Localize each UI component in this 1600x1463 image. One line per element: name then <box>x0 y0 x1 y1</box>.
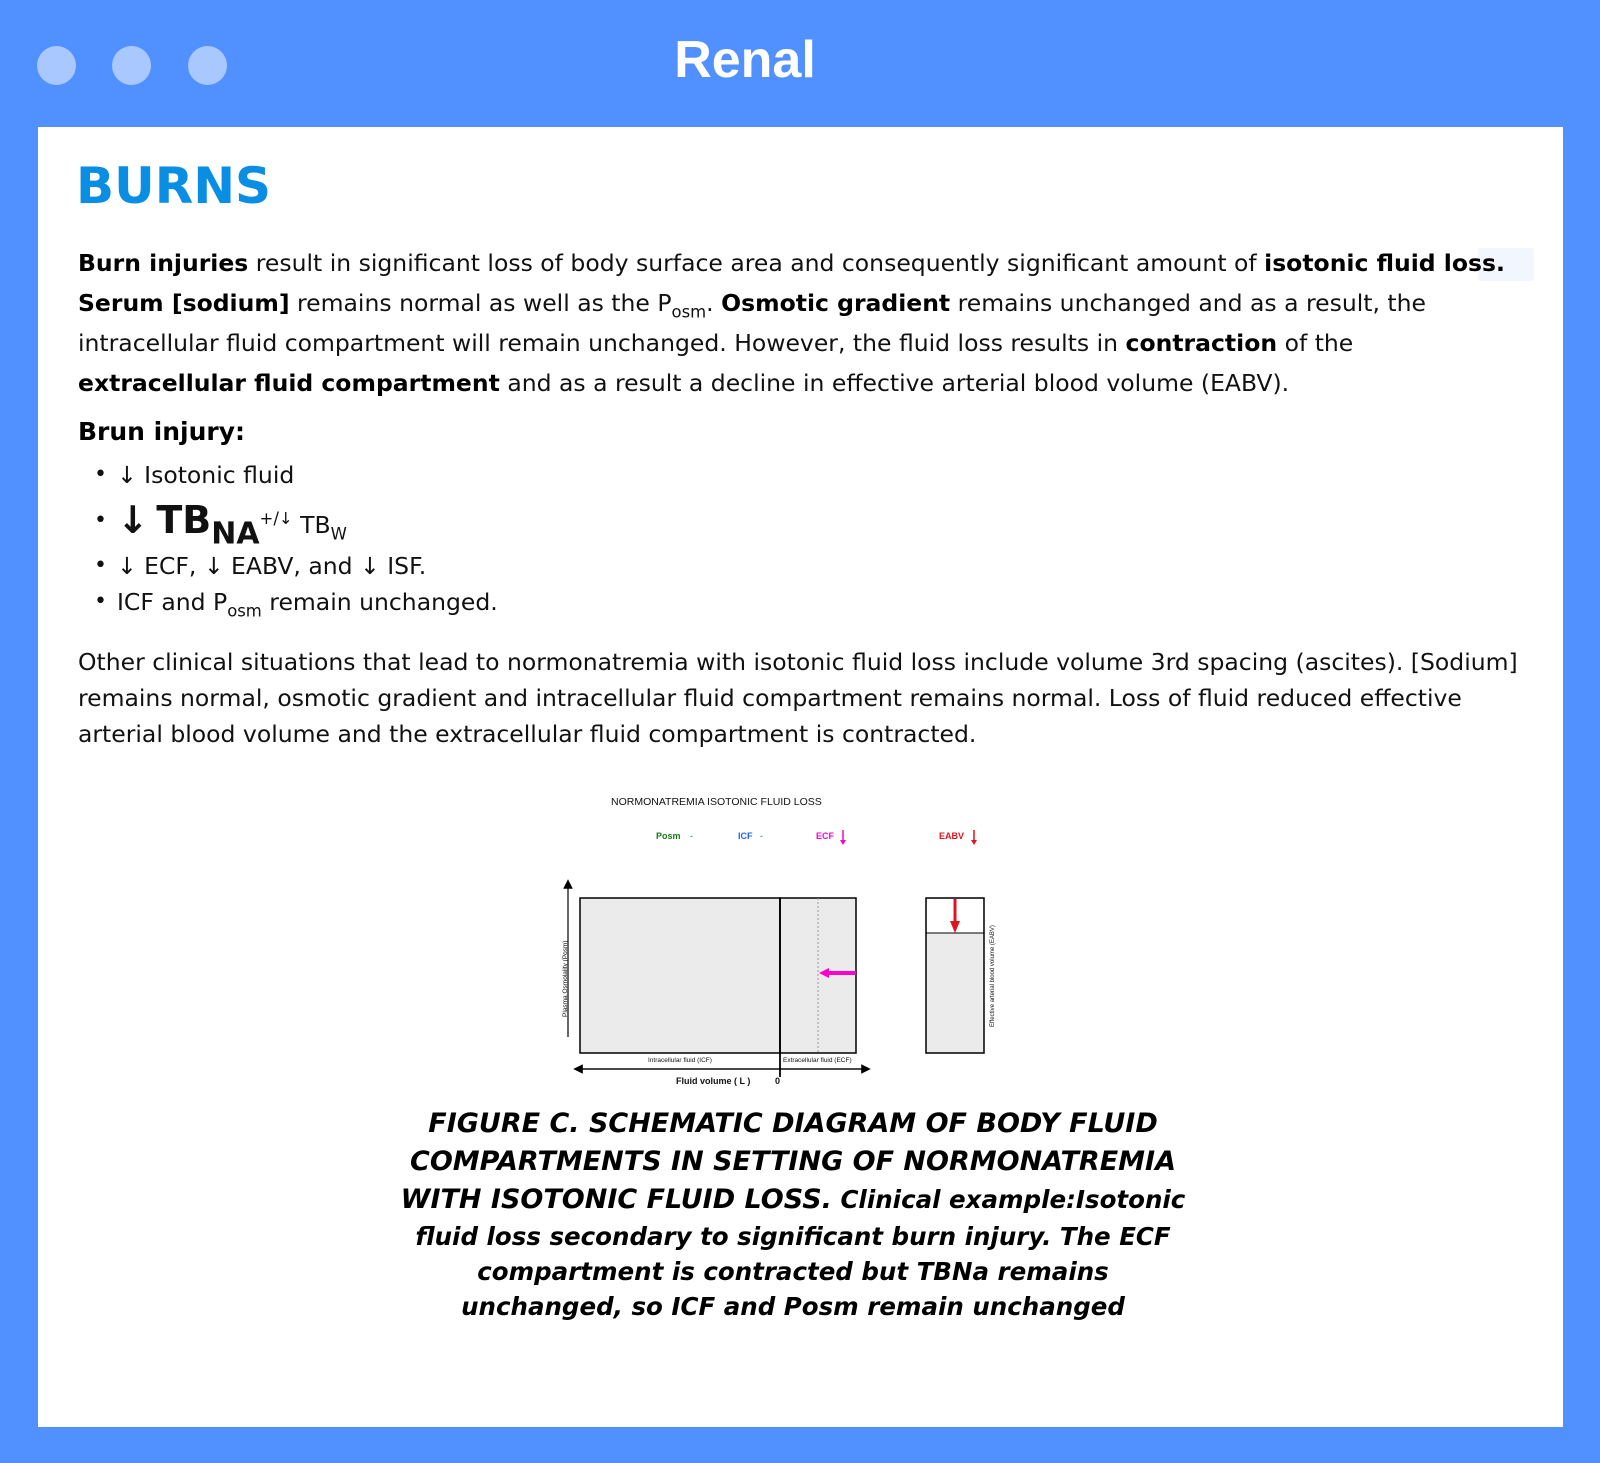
list-item <box>78 584 498 620</box>
page-title: BURNS <box>76 157 272 215</box>
intro-text-1: result in significant loss of body surface area and consequently significant amount of <box>248 249 1265 277</box>
intro-paragraph <box>78 243 1510 403</box>
ecf-compartment-term: extracellular fluid compartment <box>78 369 500 397</box>
intro-text-4: remains unchanged and as a result, the intracellular fluid compartment will remain unchanged. However, the fluid loss results in <box>78 289 1426 357</box>
eabv-axis-label: Effective arterial blood volume (EABV) <box>990 925 996 1027</box>
serum-sodium-term: Serum [sodium] <box>78 289 290 317</box>
posm-subscript: osm <box>671 302 707 322</box>
tbna-superscript: +/↓ <box>259 508 293 528</box>
list-item <box>78 548 498 584</box>
intro-text-3: . <box>706 289 722 317</box>
caption-description: Clinical example:Isotonic fluid loss secondary to significant burn injury. The ECF compartment is contracted but TBNa remains unchanged, so ICF and Posm remain unchanged <box>415 1185 1186 1321</box>
intro-text-6: and as a result a decline in effective arterial blood volume (EABV). <box>499 369 1290 397</box>
intro-text-5: of the <box>1277 329 1354 357</box>
w-subscript: W <box>330 524 347 544</box>
ecf-down-arrow-icon <box>840 830 846 845</box>
osmotic-gradient-term: Osmotic gradient <box>721 289 951 317</box>
burn-injuries-term: Burn injuries <box>78 249 249 277</box>
y-axis-label: Plasma Osmolality (Posm) <box>562 940 569 1017</box>
isotonic-fluid-loss-term: isotonic fluid loss. <box>1264 249 1505 277</box>
icf-box-label: Intracellular fluid (ICF) <box>648 1057 712 1064</box>
x-axis-label: Fluid volume ( L ) <box>676 1076 751 1086</box>
icf-label: ICF <box>738 831 753 841</box>
icf-status: - <box>760 831 763 841</box>
tb-label: TB <box>156 498 212 542</box>
window-titlebar <box>0 0 1600 127</box>
fact-icf-posm: ICF and P <box>117 588 228 616</box>
caption-title: FIGURE C. SCHEMATIC DIAGRAM OF BODY FLUID COMPARTMENTS IN SETTING OF NORMONATREMIA WITH ISOTONIC FLUID LOSS. <box>400 1108 1176 1215</box>
section-subheading: Brun injury: <box>78 417 246 446</box>
posm-status: - <box>690 831 693 841</box>
na-subscript: NA <box>211 516 260 552</box>
content-panel <box>38 127 1563 1427</box>
list-item <box>78 493 498 552</box>
fact-isotonic-fluid: ↓ Isotonic fluid <box>117 461 295 489</box>
x-axis-zero: 0 <box>775 1076 781 1086</box>
eabv-down-arrow-icon <box>971 830 977 845</box>
fluid-compartment-diagram <box>558 787 1038 1107</box>
fact-ecf-eabv-isf: ↓ ECF, ↓ EABV, and ↓ ISF. <box>117 552 427 580</box>
list-item <box>78 457 498 493</box>
ecf-box-label: Extracellular fluid (ECF) <box>783 1057 852 1064</box>
window-title: Renal <box>674 31 816 89</box>
intro-text-2: remains normal as well as the P <box>289 289 672 317</box>
osm-subscript: osm <box>227 601 262 621</box>
posm-label: Posm <box>656 831 681 841</box>
figure-caption <box>398 1105 1188 1324</box>
icf-box <box>580 898 780 1053</box>
second-paragraph: Other clinical situations that lead to normonatremia with isotonic fluid loss include volume 3rd spacing (ascites). [Sodium] remains normal, osmotic gradient and intracellular fluid compartment remains normal. Loss of fluid reduced effective arterial blood volume and the extracellular fluid compartment is contracted. <box>78 648 1518 748</box>
contraction-term: contraction <box>1125 329 1278 357</box>
fact-remain-unchanged: remain unchanged. <box>261 588 498 616</box>
tbw-label: TB <box>292 511 331 539</box>
ecf-label: ECF <box>816 831 834 841</box>
down-arrow-icon: ↓ <box>117 498 149 542</box>
facts-list <box>78 457 498 620</box>
diagram-svg <box>558 787 1038 1107</box>
eabv-label: EABV <box>939 831 965 841</box>
diagram-title: Normonatremia isotonic fluid loss <box>611 796 822 808</box>
